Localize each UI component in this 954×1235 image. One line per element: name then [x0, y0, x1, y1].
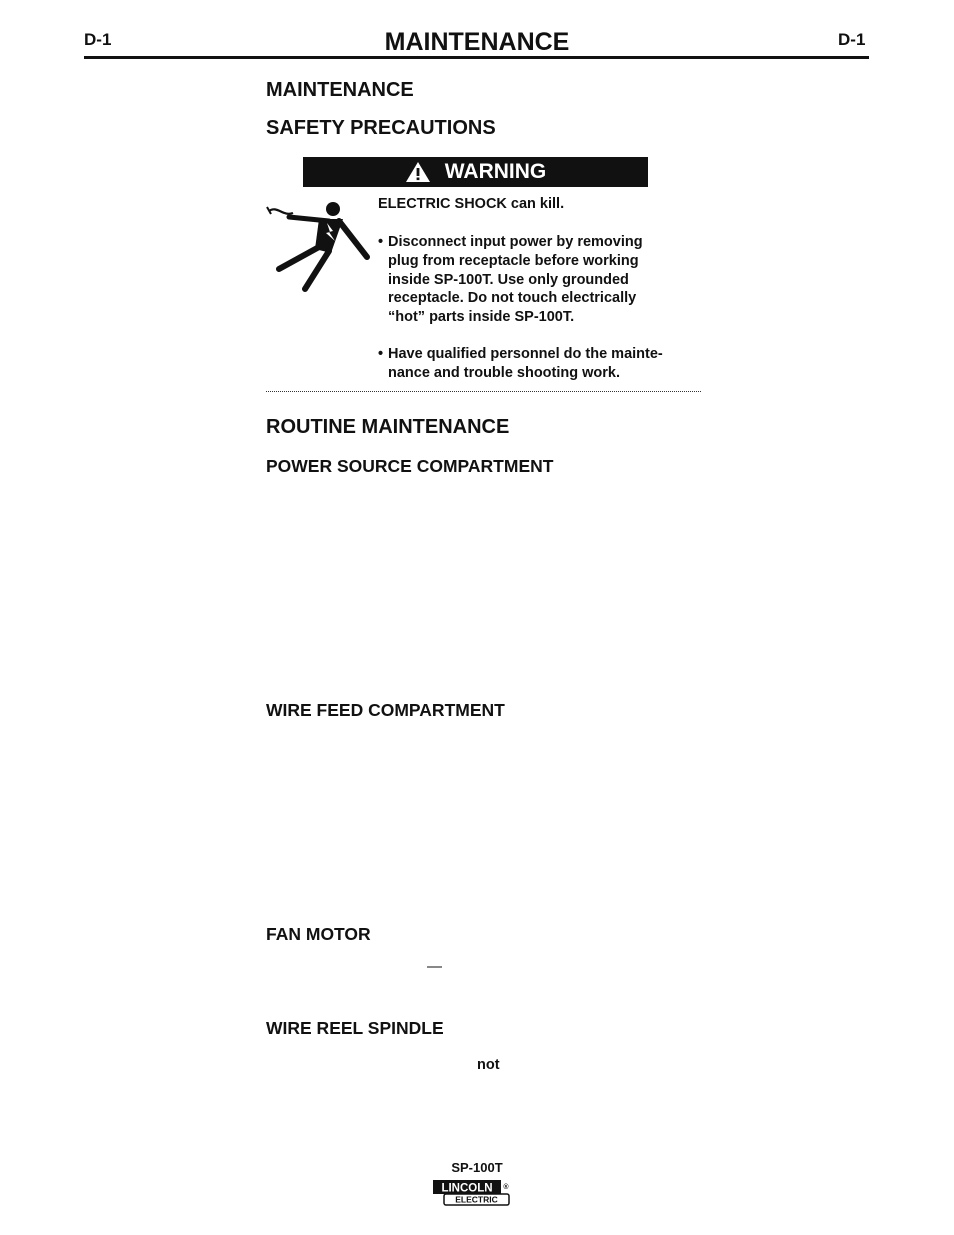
warning-bullet-2 [378, 345, 663, 383]
fan-motor-heading: FAN MOTOR [266, 924, 371, 944]
maintenance-heading: MAINTENANCE [266, 79, 414, 101]
bullet-line: nance and trouble shooting work. [388, 364, 621, 381]
wire-reel-spindle-heading: WIRE REEL SPINDLE [266, 1018, 444, 1038]
logo-bottom-text: ELECTRIC [455, 1194, 498, 1205]
routine-maintenance-heading: ROUTINE MAINTENANCE [266, 416, 510, 438]
warning-triangle-icon [405, 161, 431, 183]
power-source-compartment-heading: POWER SOURCE COMPARTMENT [266, 456, 554, 476]
logo-registered-mark: ® [503, 1184, 509, 1191]
logo-top-text: LINCOLN [441, 1182, 493, 1195]
wire-feed-compartment-heading: WIRE FEED COMPARTMENT [266, 700, 505, 720]
footer-model: SP-100T [451, 1160, 503, 1175]
bullet-text [388, 233, 643, 327]
warning-banner [303, 157, 648, 187]
fan-motor-dash: — [427, 958, 442, 975]
bullet-line: inside SP-100T. Use only grounded [388, 271, 629, 288]
lincoln-electric-logo [432, 1178, 512, 1208]
bullet-line: Disconnect input power by removing [388, 234, 643, 250]
bullet-item [378, 345, 663, 383]
page-code-left: D-1 [84, 30, 112, 49]
bullet-mark: • [378, 346, 384, 362]
electric-shock-hazard-icon [263, 197, 373, 297]
bullet-line: plug from receptacle before working [388, 252, 639, 269]
warning-label: WARNING [444, 160, 547, 183]
bullet-line: receptacle. Do not touch electrically [388, 290, 637, 307]
bullet-text [388, 345, 663, 383]
page-code-right: D-1 [838, 30, 866, 49]
wire-reel-not-text: not [477, 1057, 500, 1073]
warning-headline: ELECTRIC SHOCK can kill. [378, 196, 565, 212]
warning-bullet-1 [378, 233, 643, 327]
safety-precautions-heading: SAFETY PRECAUTIONS [266, 117, 496, 139]
page-title: MAINTENANCE [384, 28, 570, 56]
dotted-divider [266, 391, 701, 392]
header-rule [84, 56, 869, 59]
bullet-line: “hot” parts inside SP-100T. [388, 309, 575, 326]
bullet-line: Have qualified personnel do the mainte- [388, 346, 663, 362]
bullet-mark: • [378, 234, 384, 250]
bullet-item [378, 233, 643, 327]
